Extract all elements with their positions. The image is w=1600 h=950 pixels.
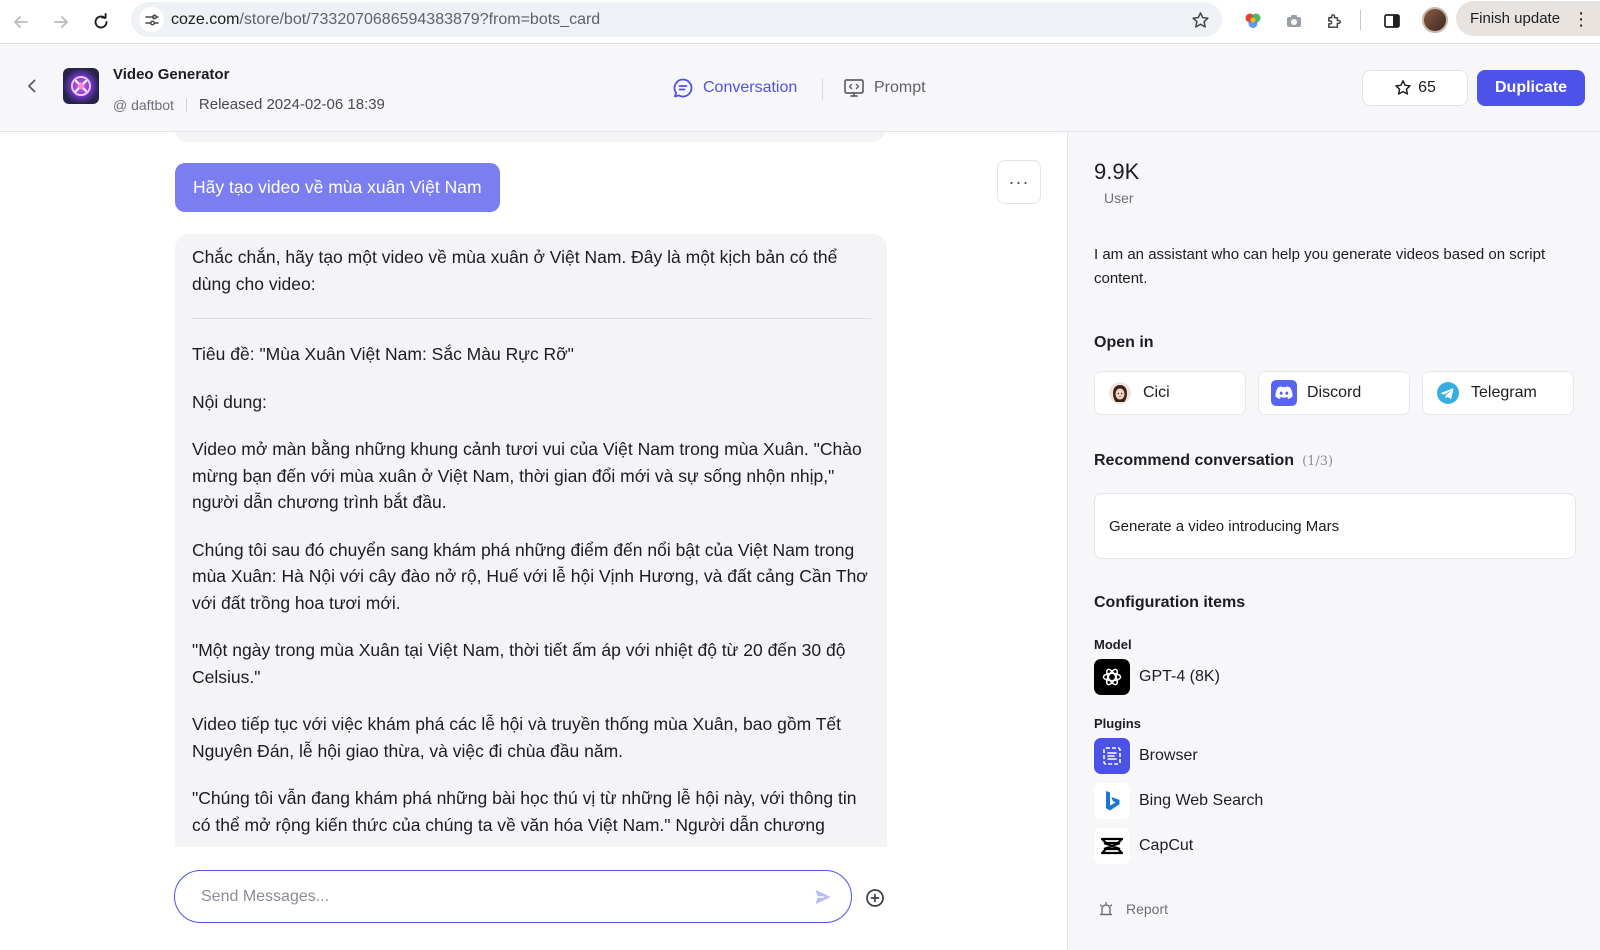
recommend-title — [1094, 452, 1333, 470]
tab-prompt[interactable] — [843, 76, 926, 100]
plugins-label: Plugins — [1094, 716, 1141, 731]
config-title: Configuration items — [1094, 594, 1246, 611]
finish-update-button[interactable] — [1456, 1, 1600, 36]
bot-header — [0, 44, 1600, 132]
plugin-browser-label: Browser — [1139, 747, 1198, 764]
model-item — [1094, 659, 1220, 695]
meta-divider — [186, 98, 187, 112]
favorite-count: 65 — [1418, 79, 1436, 96]
bot-description: I am an assistant who can help you generate videos based on script content. — [1094, 246, 1546, 287]
recommended-conversation[interactable] — [1094, 493, 1576, 559]
star-icon — [1394, 79, 1412, 97]
bot-name: Video Generator — [113, 66, 230, 83]
open-in-cici-label: Cici — [1143, 384, 1170, 401]
add-circle-icon[interactable] — [864, 887, 886, 909]
open-in-telegram[interactable] — [1422, 371, 1574, 415]
plugin-item-capcut — [1094, 828, 1193, 864]
recommend-count: (1/3) — [1302, 454, 1334, 469]
bot-message-intro: Chắc chắn, hãy tạo một video về mùa xuân ở Việt Nam. Đây là một kịch bản có thể dùng cho video: — [192, 247, 838, 294]
tab-divider — [822, 78, 823, 100]
more-options-button[interactable]: ··· — [997, 160, 1041, 204]
prompt-icon — [843, 77, 865, 99]
bot-message-paragraph: Chúng tôi sau đó chuyển sang khám phá những điểm đến nổi bật của Việt Nam trong mùa Xuân: Hà Nội với cây đào nở rộ, Huế với lễ hội Vịnh Hương, và đất cảng Cần Thơ với đất trồng hoa tươi mới. — [192, 539, 868, 613]
report-label: Report — [1126, 901, 1169, 917]
openai-icon — [1094, 659, 1130, 695]
bing-icon — [1094, 783, 1130, 819]
toolbar-divider — [1360, 10, 1361, 30]
bot-info-panel — [1067, 132, 1600, 950]
bot-message-paragraph: Video tiếp tục với việc khám phá các lễ hội và truyền thống mùa Xuân, bao gồm Tết Nguyên Đán, lễ hội giao thừa, và việc đi chùa đầu năm. — [192, 714, 841, 761]
bot-message-paragraph: Video mở màn bằng những khung cảnh tươi vui của Việt Nam trong mùa Xuân. "Chào mừng bạn đến với mùa xuân ở Việt Nam, thời gian đổi mới và sự sống nhộn nhịp," người dẫn chương trình bắt đầu. — [192, 439, 862, 512]
bot-message-paragraph: Tiêu đề: "Mùa Xuân Việt Nam: Sắc Màu Rực Rỡ" — [192, 344, 574, 364]
bot-message-paragraph: "Một ngày trong mùa Xuân tại Việt Nam, thời tiết ấm áp với nhiệt độ từ 20 đến 30 độ Celsius." — [192, 640, 846, 687]
message-input-box[interactable] — [174, 870, 852, 923]
report-alarm-icon — [1098, 901, 1114, 917]
favorite-button[interactable] — [1362, 70, 1468, 106]
telegram-icon — [1435, 380, 1461, 406]
open-in-telegram-label: Telegram — [1471, 384, 1537, 401]
tab-conversation-label: Conversation — [703, 79, 798, 96]
tab-conversation[interactable] — [672, 76, 797, 100]
url-text — [171, 11, 600, 29]
message-divider — [192, 318, 871, 319]
bot-message-bubble — [175, 234, 887, 950]
chat-area — [0, 132, 1067, 950]
recommend-title-label: Recommend conversation — [1094, 452, 1295, 469]
conversation-icon — [672, 77, 694, 99]
plugin-item-bing — [1094, 783, 1263, 819]
reload-icon[interactable] — [86, 7, 116, 37]
bot-avatar — [63, 68, 99, 104]
open-in-cici[interactable] — [1094, 371, 1246, 415]
open-in-discord[interactable] — [1258, 371, 1410, 415]
browser-toolbar — [0, 0, 1600, 44]
model-label: Model — [1094, 637, 1132, 652]
release-date: Released 2024-02-06 18:39 — [198, 96, 385, 113]
color-extension-icon[interactable] — [1241, 9, 1265, 33]
browser-plugin-icon — [1094, 738, 1130, 774]
capcut-icon — [1094, 828, 1130, 864]
message-input[interactable] — [201, 885, 761, 909]
finish-update-label: Finish update — [1470, 10, 1561, 27]
open-in-title: Open in — [1094, 334, 1154, 351]
previous-message-edge — [174, 132, 886, 142]
duplicate-button[interactable]: Duplicate — [1477, 70, 1585, 106]
tab-prompt-label: Prompt — [874, 79, 926, 96]
user-message-bubble: Hãy tạo video về mùa xuân Việt Nam — [175, 163, 500, 212]
bot-author[interactable]: @ daftbot — [113, 96, 174, 113]
bot-meta — [113, 96, 385, 113]
browser-forward-icon[interactable] — [46, 7, 76, 37]
address-bar[interactable] — [131, 2, 1222, 37]
plugin-bing-label: Bing Web Search — [1139, 792, 1264, 809]
bookmark-star-icon[interactable] — [1188, 8, 1212, 32]
send-icon[interactable] — [811, 885, 835, 909]
extensions-puzzle-icon[interactable] — [1322, 9, 1346, 33]
open-in-discord-label: Discord — [1307, 384, 1362, 401]
browser-menu-icon[interactable]: ⋮ — [1572, 8, 1591, 29]
bot-message-paragraph: Nội dung: — [192, 391, 267, 412]
profile-avatar[interactable] — [1422, 7, 1448, 33]
plugin-item-browser — [1094, 738, 1198, 774]
url-path: /store/bot/7332070686594383879?from=bots_card — [239, 11, 601, 28]
browser-back-icon[interactable] — [6, 7, 36, 37]
side-panel-icon[interactable] — [1380, 9, 1404, 33]
user-count-label: User — [1104, 190, 1134, 206]
url-domain: coze.com — [171, 11, 240, 28]
recommended-conversation-label: Generate a video introducing Mars — [1109, 517, 1340, 535]
cici-icon — [1107, 380, 1133, 406]
model-name: GPT-4 (8K) — [1139, 668, 1220, 685]
discord-icon — [1271, 380, 1297, 406]
site-info-icon[interactable] — [139, 7, 164, 32]
camera-extension-icon[interactable] — [1282, 9, 1306, 33]
report-link[interactable] — [1098, 901, 1168, 917]
back-arrow-icon[interactable] — [20, 74, 44, 98]
user-count: 9.9K — [1094, 159, 1140, 184]
plugin-capcut-label: CapCut — [1139, 837, 1194, 854]
bot-message-paragraph: "Chúng tôi vẫn đang khám phá những bài học thú vị từ những lễ hội này, với thông tin có thể mở rộng kiến thức của chúng ta về văn hóa Việt Nam." Người dẫn chương — [192, 788, 857, 835]
